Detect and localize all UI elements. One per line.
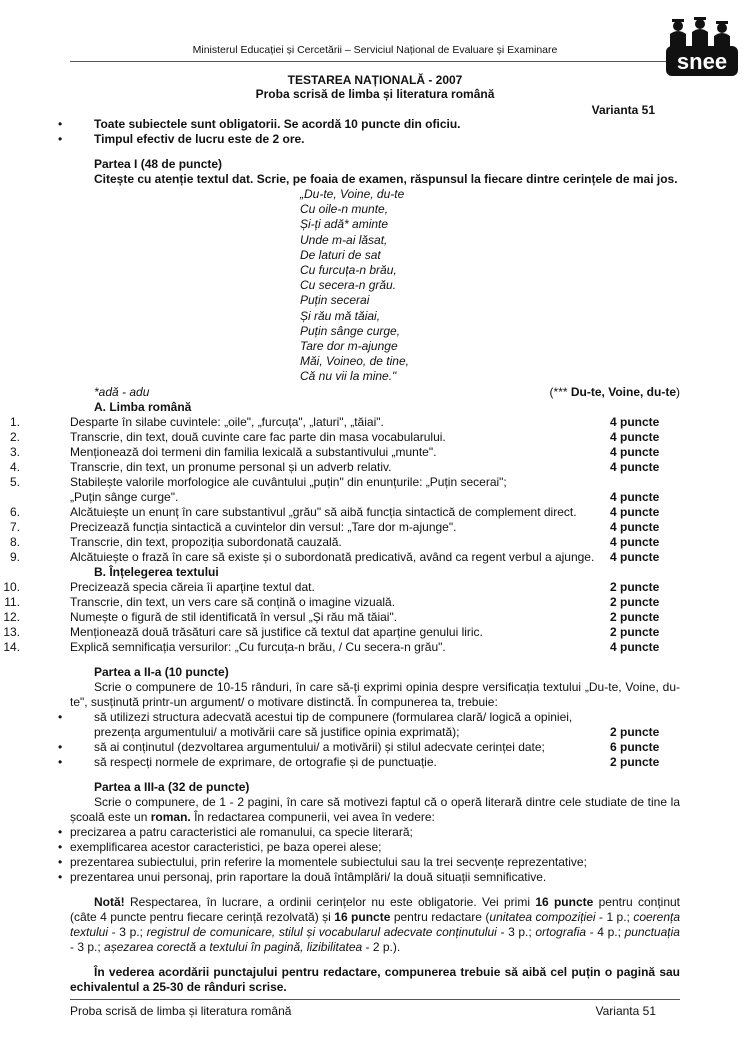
variant-label: Varianta 51: [591, 103, 655, 117]
part2-heading: Partea a II-a (10 puncte): [94, 664, 229, 679]
question-number: 8.: [9, 534, 20, 549]
question-row: [3, 579, 680, 595]
general-rule-2: • Timpul efectiv de lucru este de 2 ore.: [70, 132, 680, 147]
question-points: [610, 475, 680, 490]
part2-item-line: • să utilizezi structura adecvată acestui tip de compunere (formularea clară/ logică a opiniei,: [94, 709, 573, 724]
question-number: 10.: [3, 579, 20, 594]
question-number: 2.: [9, 429, 20, 444]
poem-source: (*** Du-te, Voine, du-te): [549, 384, 680, 399]
question-points: 2 puncte: [610, 594, 660, 609]
part2-item-line: • să ai conținutul (dezvoltarea argumentului/ a motivării) și stilul adecvate cerinței date;: [94, 739, 545, 754]
question-points: 4 puncte: [610, 489, 660, 504]
poem-line: „Du-te, Voine, du-te: [300, 187, 405, 201]
part2-item: [70, 710, 680, 740]
header-rule: [70, 61, 680, 62]
exam-subtitle: Proba scrisă de limba și literatura română: [255, 87, 495, 101]
question-row: [9, 534, 680, 550]
question-row: [9, 429, 680, 445]
question-row: [9, 519, 680, 535]
part2-item-line: • să respecți normele de exprimare, de ortografie și de punctuație.: [94, 754, 437, 769]
question-text: Alcătuiește o frază în care să existe și o subordonată predicativă, având ca regent verbul a ajunge.: [70, 549, 595, 564]
poem-footnote: *adă - adu: [94, 384, 150, 399]
part3-heading: Partea a III-a (32 de puncte): [94, 779, 250, 794]
question-points: 2 puncte: [610, 579, 660, 594]
question-row: [9, 444, 680, 460]
grading-note: Notă! Respectarea, în lucrare, a ordinii cerințelor nu este obligatorie. Vei primi 16 puncte pentru conținut (câte 4 puncte pentru fiecare cerință rezolvată) și 16 puncte pentru redactare (unitatea compoziției - 1 p.; coerența textului - 3 p.; registrul de comunicare, stilul și vocabularul adecvate conținutului - 3 p.; ortografia - 4 p.; punctuația - 3 p.; așezarea corectă a textului în pagină, lizibilitatea - 2 p.).: [70, 894, 681, 954]
question-number: 13.: [3, 624, 20, 639]
question-number: 5.: [9, 474, 20, 489]
question-text: Transcrie, din text, două cuvinte care fac parte din masa vocabularului.: [70, 429, 446, 444]
poem-line: Puțin secerai: [300, 293, 370, 308]
question-points: 4 puncte: [610, 414, 660, 429]
part3-item: • prezentarea unui personaj, prin raportare la două întâmplări/ la două situații semnificative.: [70, 870, 680, 885]
question-text: „Puțin sânge curge".: [70, 489, 179, 504]
part2-item-points: 2 puncte: [610, 754, 660, 769]
poem-line: Cu secera-n grău.: [300, 278, 397, 293]
question-text: Numește o figură de stil identificată în versul „Și rău mă tăiai".: [70, 609, 398, 624]
question-points: 4 puncte: [610, 519, 660, 534]
question-points: 4 puncte: [610, 639, 660, 654]
question-points: 4 puncte: [610, 459, 660, 474]
question-row: [9, 549, 680, 565]
part2-item: [70, 755, 680, 770]
part1-instruction: Citește cu atenție textul dat. Scrie, pe foaia de examen, răspunsul la fiecare dintre cerințele de mai jos.: [94, 172, 678, 186]
part2-item-points: 2 puncte: [610, 724, 660, 739]
poem-line: Și-ți adă* aminte: [300, 217, 389, 232]
question-number: 4.: [9, 459, 20, 474]
poem-line: De laturi de sat: [300, 247, 381, 262]
general-rule-1: • Toate subiectele sunt obligatorii. Se acordă 10 puncte din oficiu.: [70, 117, 680, 132]
section-b-heading: B. Înțelegerea textului: [94, 564, 219, 579]
poem-line: Măi, Voineo, de tine,: [300, 354, 409, 369]
title-block: [70, 73, 680, 101]
question-text: Transcrie, din text, propoziția subordonată cauzală.: [70, 534, 342, 549]
question-number: 7.: [9, 519, 20, 534]
question-row: [9, 414, 680, 430]
poem-line: Cu oile-n munte,: [300, 202, 389, 217]
question-text: Stabilește valorile morfologice ale cuvântului „puțin" din enunțurile: „Puțin secerai";: [70, 474, 507, 489]
question-points: 4 puncte: [610, 429, 660, 444]
question-number: 9.: [9, 549, 20, 564]
part1-heading: Partea I (48 de puncte): [94, 157, 223, 171]
question-points: 4 puncte: [610, 504, 660, 519]
final-requirement: În vederea acordării punctajului pentru redactare, compunerea trebuie să aibă cel puțin o pagină sau echivalentul a 25-30 de rânduri scrise.: [70, 964, 680, 994]
question-number: 3.: [9, 444, 20, 459]
question-row: [3, 624, 680, 640]
question-text: Precizează funcția sintactică a cuvintelor din versul: „Tare dor m-ajunge".: [70, 519, 457, 534]
poem-line: Unde m-ai lăsat,: [300, 232, 388, 247]
question-points: 4 puncte: [610, 549, 660, 564]
poem-line: Tare dor m-ajunge: [300, 339, 398, 354]
question-text: Alcătuiește un enunț în care substantivul „grău" să aibă funcția sintactică de complement direct.: [70, 504, 577, 519]
part3-item: • prezentarea subiectului, prin referire la momentele subiectului sau la trei secvențe reprezentative;: [70, 855, 680, 870]
question-row: [3, 639, 680, 655]
footer-left: Proba scrisă de limba și literatura română: [70, 1004, 292, 1018]
question-number: 1.: [9, 414, 20, 429]
question-number: 11.: [4, 594, 20, 609]
part2-item: [70, 740, 680, 755]
question-text: Menționează doi termeni din familia lexicală a substantivului „munte".: [70, 444, 437, 459]
question-text: Transcrie, din text, un pronume personal și un adverb relativ.: [70, 459, 392, 474]
exam-content: [3, 117, 681, 995]
part3-item: • exemplificarea acestor caracteristici, pe baza operei alese;: [70, 840, 680, 855]
part2-item-line: prezența argumentului/ a motivării care să justifice opinia exprimată);: [94, 724, 460, 739]
poem-line: Că nu vii la mine.": [300, 369, 397, 384]
footer: [70, 1004, 656, 1019]
question-number: 12.: [3, 609, 20, 624]
question-row: [70, 490, 680, 505]
logo-text: snee: [676, 49, 728, 74]
poem-line: Și rău mă tăiai,: [300, 308, 381, 323]
question-row: [9, 504, 680, 520]
poem-line: Cu furcuța-n brău,: [300, 263, 397, 278]
questions-a: [9, 414, 680, 565]
question-row: [3, 609, 680, 625]
question-points: 2 puncte: [610, 624, 660, 639]
question-row: [9, 459, 680, 475]
question-text: Explică semnificația versurilor: „Cu furcuța-n brău, / Cu secera-n grău".: [70, 639, 446, 654]
part2-item-points: 6 puncte: [610, 739, 660, 754]
part3-intro: Scrie o compunere, de 1 - 2 pagini, în care să motivezi faptul că o operă literară dintre cele studiate de tine la școală este un roman. În redactarea compunerii, vei avea în vedere:: [70, 794, 680, 824]
question-row: [9, 474, 680, 490]
question-points: 2 puncte: [610, 609, 660, 624]
part3-items: [70, 825, 680, 885]
footer-rule: [70, 999, 680, 1000]
question-text: Menționează două trăsături care să justifice că textul dat aparține genului liric.: [70, 624, 483, 639]
footer-right: Varianta 51: [595, 1004, 656, 1018]
poem: [300, 187, 680, 385]
section-a-heading: A. Limba română: [94, 399, 192, 414]
question-text: Precizează specia căreia îi aparține textul dat.: [70, 579, 315, 594]
part2-items: [70, 710, 680, 770]
exam-title: TESTAREA NAȚIONALĂ - 2007: [287, 73, 463, 87]
poem-line: Puțin sânge curge,: [300, 323, 401, 338]
snee-logo: [664, 14, 740, 78]
question-row: [4, 594, 680, 610]
question-text: Transcrie, din text, un vers care să conțină o imagine vizuală.: [70, 594, 396, 609]
poem-footnote-row: [70, 385, 680, 400]
questions-b: [3, 579, 680, 655]
part3-item: • precizarea a patru caracteristici ale romanului, ca specie literară;: [70, 825, 680, 840]
question-number: 6.: [9, 504, 20, 519]
question-points: 4 puncte: [610, 444, 660, 459]
part2-intro: Scrie o compunere de 10-15 rânduri, în care să-ți exprimi opinia despre versificația textului „Du-te, Voine, du-te", susținută printr-un argument/ o motivare distinctă. În compunerea ta, trebuie:: [70, 679, 680, 709]
question-points: 4 puncte: [610, 534, 660, 549]
question-number: 14.: [3, 639, 20, 654]
question-text: Desparte în silabe cuvintele: „oile", „furcuța", „laturi", „tăiai".: [70, 414, 384, 429]
ministry-header: Ministerul Educației și Cercetării – Serviciul Național de Evaluare și Examinare: [192, 44, 558, 56]
